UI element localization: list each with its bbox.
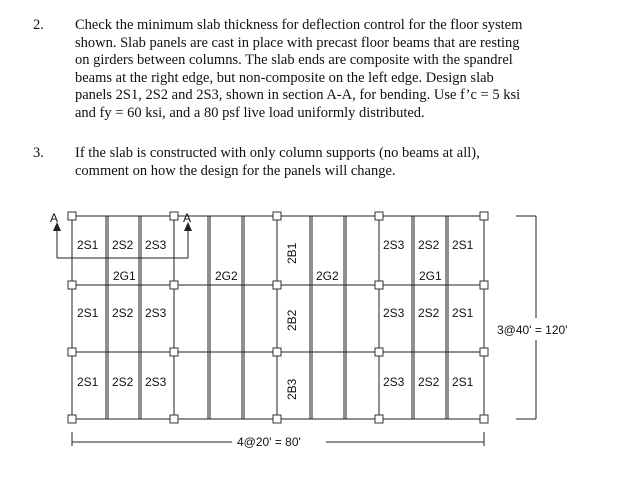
girder-label-2g2-left: 2G2 [215,269,238,283]
slab-label-row2-left-2: 2S2 [112,306,134,320]
beam-label-2b2: 2B2 [285,309,299,331]
problem-2-number: 2. [33,17,44,33]
girder-label-2g1-left: 2G1 [113,269,136,283]
problem-3-number: 3. [33,145,44,161]
dimension-vertical-label: 3@40' = 120' [497,323,568,337]
dimension-horizontal-label: 4@20' = 80' [237,435,301,449]
problem-2-line-2: shown. Slab panels are cast in place with precast floor beams that are resting [75,34,520,51]
slab-label-row3-right-2: 2S2 [418,375,440,389]
problem-2-line-5: panels 2S1, 2S2 and 2S3, shown in section A-A, for bending. Use f’c = 5 ksi [75,87,521,104]
slab-label-row2-left-3: 2S3 [145,306,167,320]
slab-label-row2-left-1: 2S1 [77,306,99,320]
slab-label-row2-right-2: 2S2 [418,306,440,320]
problem-2-line-6: and fy = 60 ksi, and a 80 psf live load uniformly distributed. [75,104,425,121]
section-mark-right: A [183,211,192,225]
section-arrows [53,222,192,231]
problem-2-line-1: Check the minimum slab thickness for deflection control for the floor system [75,17,523,33]
slab-label-row1-right-3: 2S1 [452,238,474,252]
slab-label-row1-left-2: 2S2 [112,238,134,252]
slab-label-row2-right-3: 2S1 [452,306,474,320]
slab-label-row3-left-2: 2S2 [112,375,134,389]
beam-label-2b1: 2B1 [285,242,299,264]
slab-label-row2-right-1: 2S3 [383,306,405,320]
slab-label-row3-left-1: 2S1 [77,375,99,389]
slab-label-row1-right-2: 2S2 [418,238,440,252]
dimension-vertical-line [516,216,536,419]
section-mark-left: A [50,211,59,225]
problem-2-line-4: beams at the right edge, but non-composite on the left edge. Design slab [75,69,494,86]
slab-label-row1-right-1: 2S3 [383,238,405,252]
slab-label-row3-left-3: 2S3 [145,375,167,389]
problem-3-line-2: comment on how the design for the panels will change. [75,162,396,179]
girder-label-2g1-right: 2G1 [419,269,442,283]
slab-label-row3-right-1: 2S3 [383,375,405,389]
slab-label-row3-right-3: 2S1 [452,375,474,389]
slab-label-row1-left-1: 2S1 [77,238,99,252]
slab-label-row1-left-3: 2S3 [145,238,167,252]
beam-label-2b3: 2B3 [285,378,299,400]
problem-2-line-3: on girders between columns. The slab ends are composite with the spandrel [75,52,513,69]
problem-3-line-1: If the slab is constructed with only column supports (no beams at all), [75,145,480,161]
girder-label-2g2-right: 2G2 [316,269,339,283]
